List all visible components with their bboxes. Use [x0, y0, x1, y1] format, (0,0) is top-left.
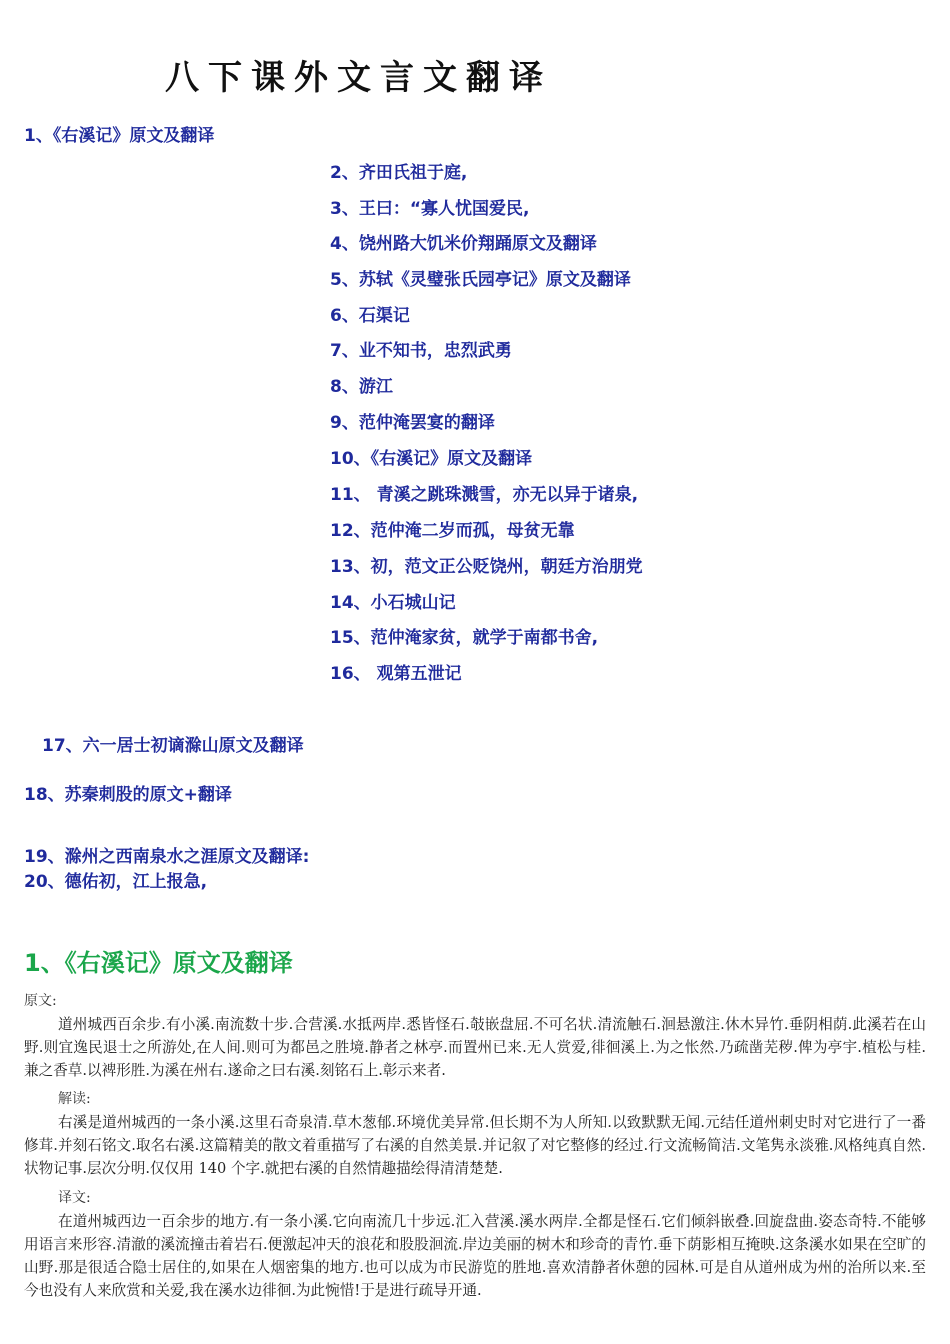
toc-item[interactable]: 18、苏秦刺股的原文+翻译	[24, 785, 232, 805]
toc-item[interactable]: 20、德佑初，江上报急,	[24, 872, 208, 892]
page-title: 八下课外文言文翻译	[165, 58, 552, 98]
toc-item[interactable]: 10、《右溪记》原文及翻译	[330, 449, 533, 469]
toc-item[interactable]: 8、游江	[330, 377, 393, 397]
toc-item[interactable]: 14、小石城山记	[330, 593, 456, 613]
toc-item[interactable]: 4、饶州路大饥米价翔踊原文及翻译	[330, 234, 597, 254]
toc-item[interactable]: 6、石渠记	[330, 306, 410, 326]
toc-item[interactable]: 15、范仲淹家贫，就学于南都书舍,	[330, 628, 599, 648]
toc-item[interactable]: 2、齐田氏祖于庭,	[330, 163, 468, 183]
toc-item[interactable]: 9、范仲淹罢宴的翻译	[330, 413, 495, 433]
translation-text: 在道州城西边一百余步的地方.有一条小溪.它向南流几十步远.汇入营溪.溪水两岸.全都是怪石.它们倾斜嵌叠.回旋盘曲.姿态奇特.不能够用语言来形容.清澈的溪流撞击着岩石.便激起冲天的浪花和股股洄流.岸边美丽的树木和珍奇的青竹.垂下荫影相互掩映.这条溪水如果在空旷的山野.那是很适合隐士居住的,如果在人烟密集的地方.也可以成为市民游览的胜地.喜欢清静者休憩的园林.可是自从道州成为州的治所以来.至今也没有人来欣赏和关爱,我在溪水边徘徊.为此惋惜!于是进行疏导开通.	[24, 1213, 926, 1299]
toc-item[interactable]: 17、六一居士初谪滁山原文及翻译	[42, 736, 304, 756]
analysis-label: 解读:	[58, 1091, 91, 1107]
toc-item[interactable]: 12、范仲淹二岁而孤，母贫无靠	[330, 521, 575, 541]
toc-item[interactable]: 13、初，范文正公贬饶州，朝廷方治朋党	[330, 557, 643, 577]
toc-item[interactable]: 7、业不知书，忠烈武勇	[330, 341, 512, 361]
analysis-text: 右溪是道州城西的一条小溪.这里石奇泉清.草木葱郁.环境优美异常.但长期不为人所知.以致默默无闻.元结任道州刺史时对它进行了一番修茸.并刻石铭文.取名右溪.这篇精美的散文着重描写了右溪的自然美景.并记叙了对它整修的经过.行文流畅简洁.文笔隽永淡雅.风格纯真自然.状物记事.层次分明.仅仅用 140 个字.就把右溪的自然情趣描绘得清清楚楚.	[24, 1114, 926, 1177]
toc-item[interactable]: 3、王曰：“寡人忧国爱民,	[330, 199, 530, 219]
section-heading: 1、《右溪记》原文及翻译	[24, 949, 293, 977]
original-label: 原文:	[24, 993, 57, 1009]
original-text: 道州城西百余步.有小溪.南流数十步.合营溪.水抵两岸.悉皆怪石.攲嵌盘屈.不可名状.清流触石.洄悬激注.休木异竹.垂阴相荫.此溪若在山野.则宜逸民退士之所游处,在人间.则可为都邑之胜境.静者之林亭.而置州已来.无人赏爱,徘徊溪上.为之怅然.乃疏凿芜秽.俾为亭宇.植松与桂.兼之香草.以裨形胜.为溪在州右.遂命之曰右溪.刻铭石上.彰示来者.	[24, 1016, 926, 1079]
translation-label: 译文:	[58, 1190, 91, 1206]
toc-item[interactable]: 16、 观第五泄记	[330, 664, 462, 684]
toc-item[interactable]: 11、 青溪之跳珠溅雪，亦无以异于诸泉,	[330, 485, 639, 505]
toc-item[interactable]: 19、滁州之西南泉水之涯原文及翻译:	[24, 847, 310, 867]
toc-item[interactable]: 5、苏轼《灵璧张氏园亭记》原文及翻译	[330, 270, 631, 290]
toc-item[interactable]: 1、《右溪记》原文及翻译	[24, 126, 215, 146]
